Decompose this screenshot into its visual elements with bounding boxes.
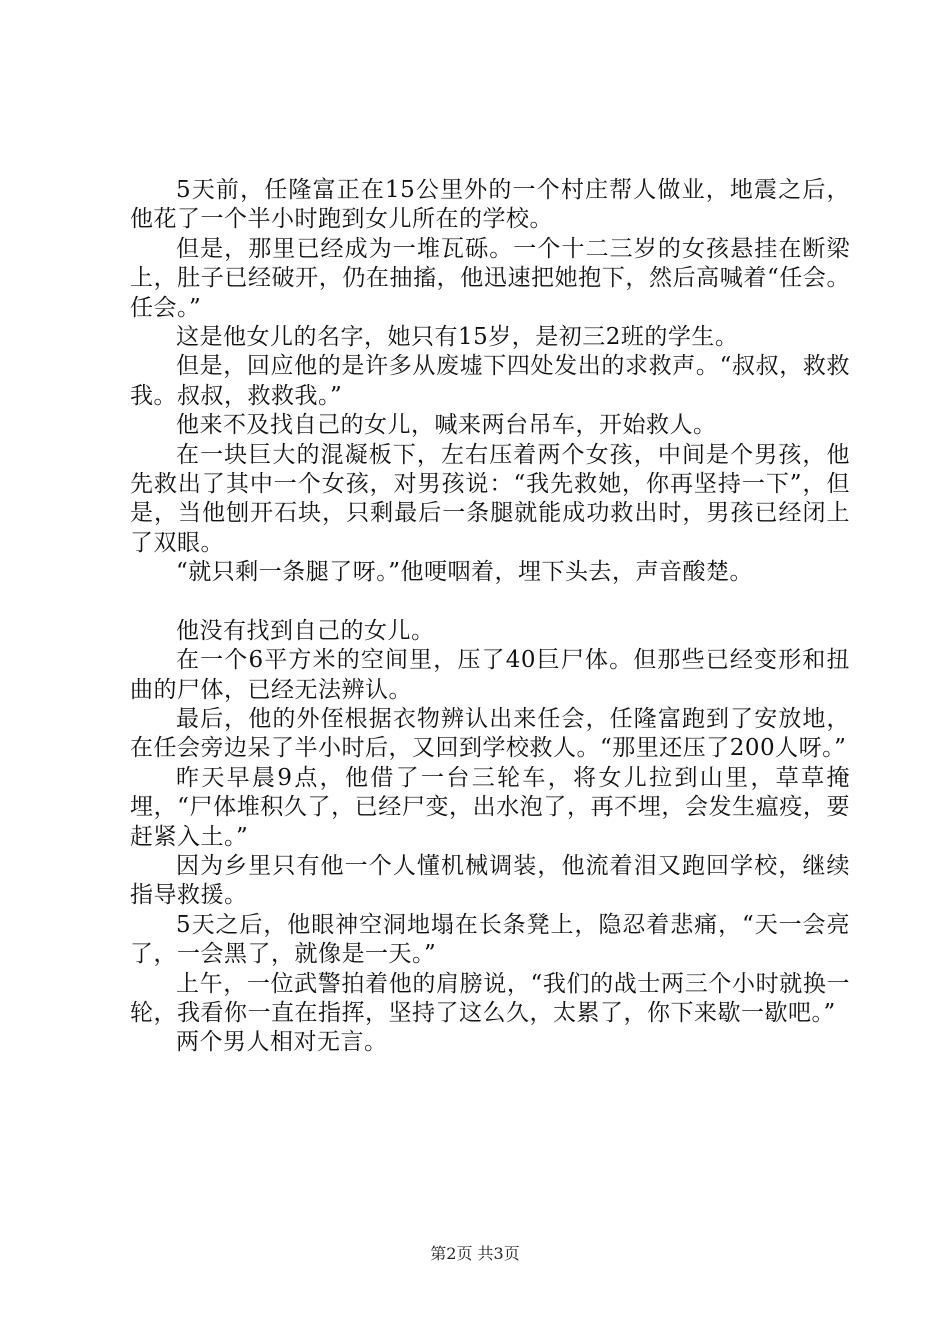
- paragraph: 但是，回应他的是许多从废墟下四处发出的求救声。“叔叔，救救我。叔叔，救救我。”: [130, 353, 850, 409]
- paragraph: 他没有找到自己的女儿。: [176, 617, 435, 644]
- paragraph: 两个男人相对无言。: [176, 1029, 388, 1056]
- paragraph: 昨天早晨9点，他借了一台三轮车，将女儿拉到山里，草草掩埋，“尸体堆积久了，已经尸变，出水泡了，再不埋，会发生瘟疫，要赶紧入土。”: [130, 764, 850, 850]
- paragraph: 但是，那里已经成为一堆瓦砾。一个十二三岁的女孩悬挂在断梁上，肚子已经破开，仍在抽搐，他迅速把她抱下，然后高喊着“任会。任会。”: [130, 235, 850, 321]
- paragraph: 因为乡里只有他一个人懂机械调装，他流着泪又跑回学校，继续指导救援。: [130, 852, 850, 909]
- page-number-footer: 第2页 共3页: [430, 1244, 520, 1263]
- paragraph: 在一个6平方米的空间里，压了40巨尸体。但那些已经变形和扭曲的尸体，已经无法辨认。: [130, 647, 850, 703]
- paragraph: “就只剩一条腿了呀。”他哽咽着，埋下头去，声音酸楚。: [176, 559, 754, 586]
- paragraph: 这是他女儿的名字，她只有15岁，是初三2班的学生。: [176, 324, 739, 351]
- paragraph: 他来不及找自己的女儿，喊来两台吊车，开始救人。: [176, 412, 717, 439]
- paragraph: 在一块巨大的混凝板下，左右压着两个女孩，中间是个男孩，他先救出了其中一个女孩，对男孩说：“我先救她，你再坚持一下”，但是，当他刨开石块，只剩最后一条腿就能成功救出时，男孩已经闭上了双眼。: [130, 441, 850, 556]
- paragraph: 5天前，任隆富正在15公里外的一个村庄帮人做业，地震之后，他花了一个半小时跑到女儿所在的学校。: [130, 177, 850, 233]
- paragraph: 上午，一位武警拍着他的肩膀说，“我们的战士两三个小时就换一轮，我看你一直在指挥，坚持了这么久，太累了，你下来歇一歇吧。”: [130, 970, 850, 1026]
- paragraph: 5天之后，他眼神空洞地塌在长条凳上，隐忍着悲痛，“天一会亮了，一会黑了，就像是一天。”: [130, 911, 850, 968]
- paragraph: 最后，他的外侄根据衣物辨认出来任会，任隆富跑到了安放地，在任会旁边呆了半小时后，又回到学校救人。“那里还压了200人呀。”: [130, 705, 850, 762]
- article-body: [130, 176, 850, 1058]
